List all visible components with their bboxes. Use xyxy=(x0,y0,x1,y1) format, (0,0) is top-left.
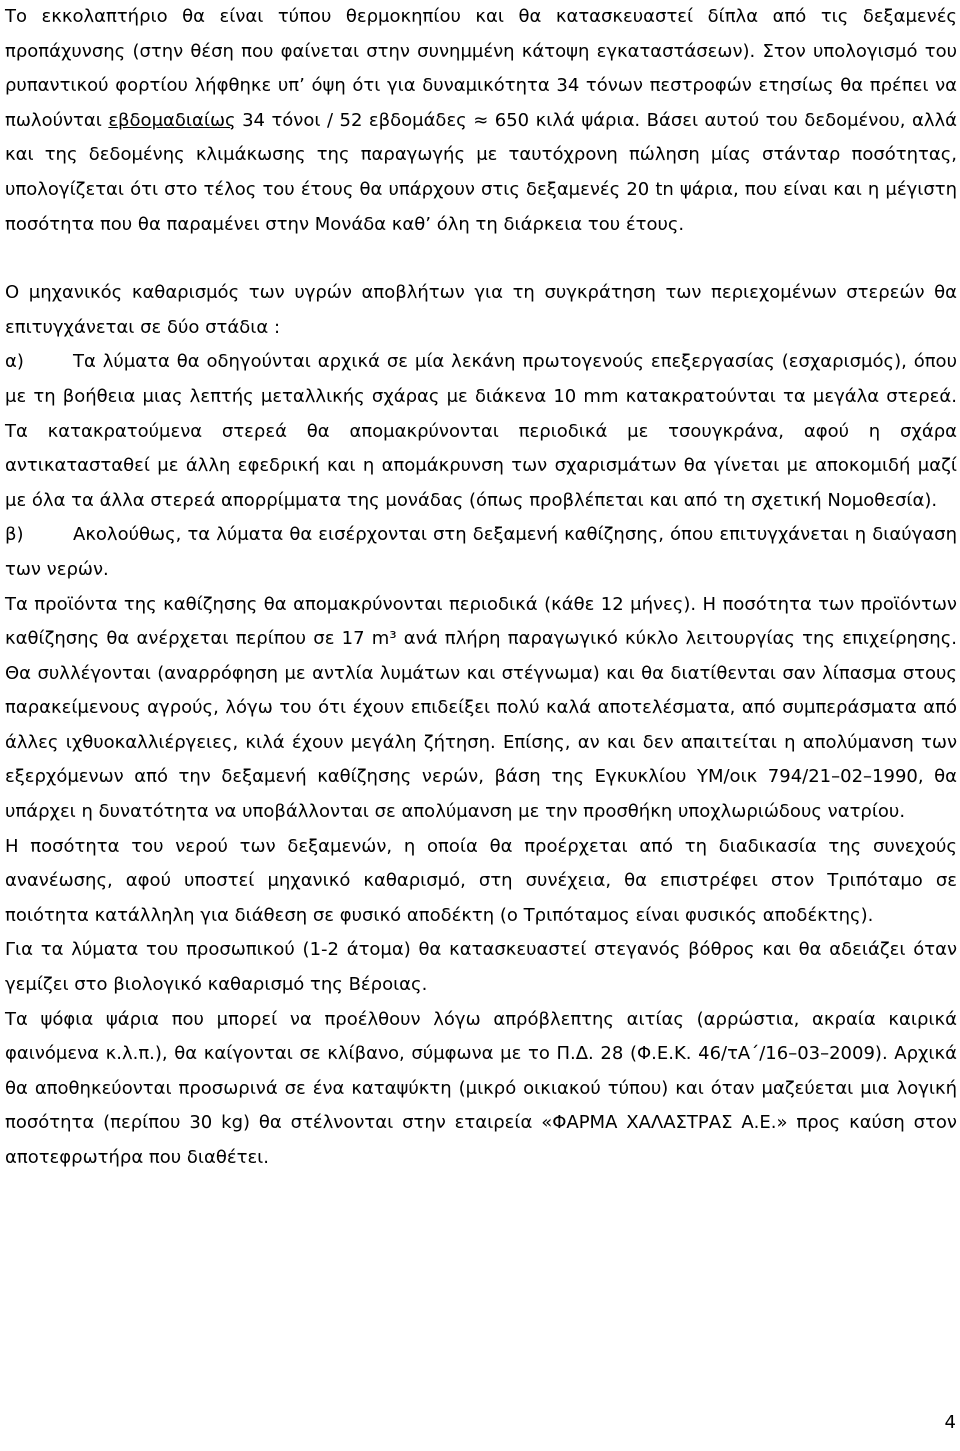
paragraph-hatchery-part2: 34 τόνοι / 52 εβδομάδες ≈ 650 κιλά ψάρια. Βάσει αυτού του δεδομένου, αλλά και της δεδομένης κλιμάκωσης της παραγωγής με ταυτόχρονη πώληση μίας στάνταρ ποσότητας, υπολογίζεται ότι στο τέλος του έτους θα υπάρχουν στις δεξαμενές 20 tn ψάρια, που είναι και η μέγιστη ποσότητα που θα παραμένει στην Μονάδα καθ’ όλη τη διάρκεια του έτους. xyxy=(5,109,957,235)
list-item-a-text: Τα λύματα θα οδηγούνται αρχικά σε μία λεκάνη πρωτογενούς επεξεργασίας (εσχαρισμός), όπου με τη βοήθεια μιας λεπτής μεταλλικής σχάρας με διάκενα 10 mm κατακρατούνται τα μεγάλα στερεά. Τα κατακρατούμενα στερεά θα απομακρύνονται περιοδικά με τσουγκράνα, αφού η σχάρα αντικατασταθεί με άλλη εφεδρική και η απομάκρυνση των σχαρισμάτων θα γίνεται με αποκομιδή μαζί με όλα τα άλλα στερεά απορρίμματα της μονάδας (όπως προβλέπεται και από τη σχετική Νομοθεσία). xyxy=(5,351,957,511)
paragraph-sediment-products: Τα προϊόντα της καθίζησης θα απομακρύνονται περιοδικά (κάθε 12 μήνες). Η ποσότητα των προϊόντων καθίζησης θα ανέρχεται περίπου σε 17 m³ ανά πλήρη παραγωγικό κύκλο λειτουργίας της επιχείρησης. Θα συλλέγονται (αναρρόφηση με αντλία λυμάτων και στέγνωμα) και θα διατίθενται σαν λίπασμα στους παρακείμενους αγρούς, λόγω του ότι έχουν επιδείξει πολύ καλά αποτελέσματα, από συμπεράσματα από άλλες ιχθυοκαλλιέργειες, κιλά έχουν μεγάλη ζήτηση. Επίσης, αν και δεν απαιτείται η απολύμανση των εξερχόμενων από την δεξαμενή καθίζησης νερών, βάση της Εγκυκλίου ΥΜ/οικ 794/21–02–1990, θα υπάρχει η δυνατότητα να υποβάλλονται σε απολύμανση με την προσθήκη υποχλωριώδους νατρίου. xyxy=(5,593,957,823)
list-item-a-label: α) xyxy=(5,351,24,373)
list-item-b xyxy=(5,518,957,587)
list-item-a xyxy=(5,345,957,518)
underlined-weekly: εβδομαδιαίως xyxy=(108,109,236,131)
paragraph-water-quantity: Η ποσότητα του νερού των δεξαμενών, η οποία θα προέρχεται από τη διαδικασία της συνεχούς ανανέωσης, αφού υποστεί μηχανικό καθαρισμό, στη συνέχεια, θα επιστρέφει στον Τριπόταμο σε ποιότητα κατάλληλη για διάθεση σε φυσικό αποδέκτη (ο Τριπόταμος είναι φυσικός αποδέκτης). xyxy=(5,835,957,926)
paragraph-staff-sewage: Για τα λύματα του προσωπικού (1-2 άτομα) θα κατασκευαστεί στεγανός βόθρος και θα αδειάζει όταν γεμίζει στο βιολογικό καθαρισμό της Βέροιας. xyxy=(5,939,957,996)
document-page xyxy=(5,0,957,1176)
page-number: 4 xyxy=(944,1412,956,1433)
paragraph-hatchery xyxy=(5,0,957,242)
list-item-b-label: β) xyxy=(5,524,24,546)
list-item-b-text: Ακολούθως, τα λύματα θα εισέρχονται στη δεξαμενή καθίζησης, όπου επιτυγχάνεται η διαύγαση των νερών. xyxy=(5,524,957,580)
paragraph-dead-fish: Τα ψόφια ψάρια που μπορεί να προέλθουν λόγω απρόβλεπτης αιτίας (αρρώστια, ακραία καιρικά φαινόμενα κ.λ.π.), θα καίγονται σε κλίβανο, σύμφωνα με το Π.Δ. 28 (Φ.Ε.Κ. 46/τΑ΄/16–03–2009). Αρχικά θα αποθηκεύονται προσωρινά σε ένα καταψύκτη (μικρό οικιακού τύπου) και όταν μαζεύεται μια λογική ποσότητα (περίπου 30 kg) θα στέλνονται στην εταιρεία «ΦΑΡΜΑ ΧΑΛΑΣΤΡΑΣ Α.Ε.» προς καύση στον αποτεφρωτήρα που διαθέτει. xyxy=(5,1008,957,1168)
paragraph-mechanical-cleaning: Ο μηχανικός καθαρισμός των υγρών αποβλήτων για τη συγκράτηση των περιεχομένων στερεών θα επιτυγχάνεται σε δύο στάδια : xyxy=(5,282,957,338)
paragraph-hatchery-part1: Το εκκολαπτήριο θα είναι τύπου θερμοκηπίου και θα κατασκευαστεί δίπλα από τις δεξαμενές προπάχυνσης (στην θέση που φαίνεται στην συνημμένη κάτοψη εγκαταστάσεων). Στον υπολογισμό του ρυπαντικού φορτίου λήφθηκε υπ’ όψη ότι για δυναμικότητα 34 τόνων πεστροφών ετησίως θα πρέπει να πωλούνται xyxy=(5,6,957,131)
